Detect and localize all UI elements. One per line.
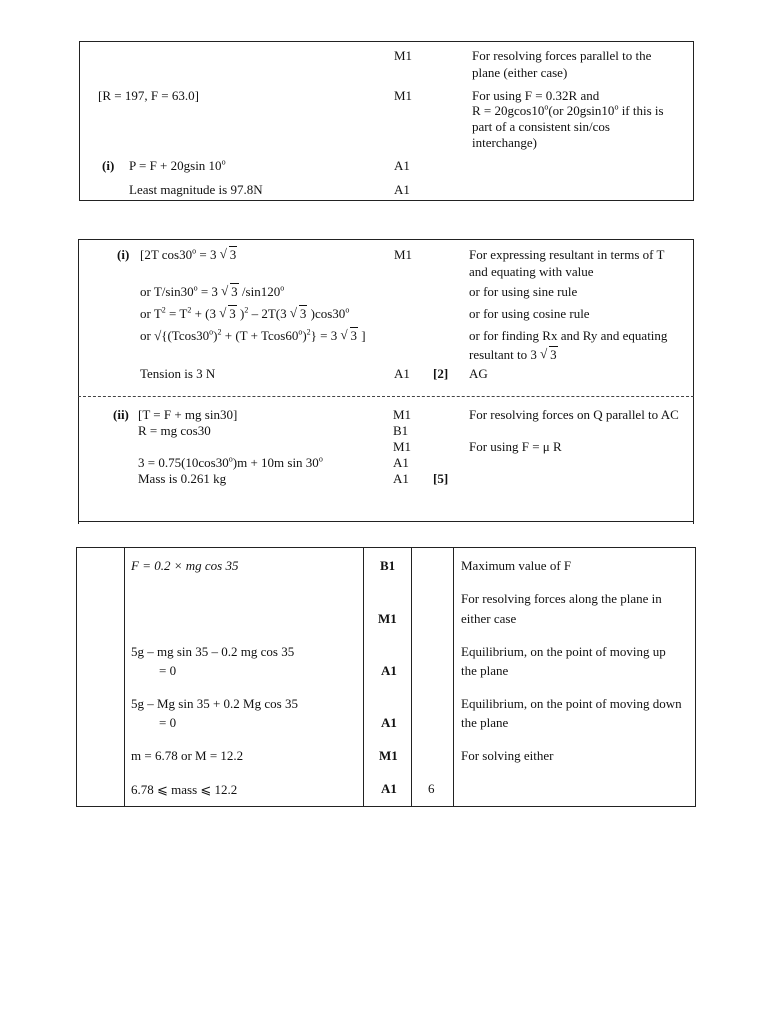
part-divider — [78, 396, 694, 397]
mark-code: M1 — [394, 247, 413, 262]
question-total: 6 — [428, 781, 435, 796]
mark-code: M1 — [393, 439, 412, 454]
comment-line: For expressing resultant in terms of T — [469, 247, 665, 262]
comment-line: AG — [469, 366, 488, 381]
working-line: or $T^2 = T^2 + (3$ √ 3 )$^2$ – 2T(3 √ 3 )cos30$^o$ — [140, 304, 349, 323]
comment-line: For resolving forces parallel to the — [472, 48, 652, 63]
part-total: [2] — [433, 366, 449, 381]
mark-code: A1 — [394, 158, 410, 173]
working-line: Tension is 3 N — [140, 366, 216, 381]
table-border — [78, 521, 694, 522]
comment-line: part of a consistent sin/cos — [472, 119, 610, 134]
mark-code: M1 — [378, 611, 397, 626]
comment-line: the plane — [461, 663, 509, 678]
comment-line: For resolving forces on Q parallel to AC — [469, 407, 679, 422]
working-line: 5g – mg sin 35 – 0.2 mg cos 35 — [131, 644, 295, 659]
comment-line: the plane — [461, 715, 509, 730]
mark-code: M1 — [394, 88, 413, 103]
working-line: [2T $\cos 30^o = 3$ √ 3 — [140, 245, 237, 264]
working-line: R = mg cos30 — [138, 423, 211, 438]
working-line: [R = 197, F = 63.0] — [98, 88, 199, 103]
working-line: 6.78 ⩽ mass ⩽ 12.2 — [131, 782, 238, 797]
comment-line: For solving either — [461, 748, 554, 763]
working-line: m = 6.78 or M = 12.2 — [131, 748, 244, 763]
mark-code: M1 — [379, 748, 398, 763]
comment-line: or for using cosine rule — [469, 306, 590, 321]
working-line: = 0 — [159, 715, 177, 730]
working-line: Least magnitude is 97.8N — [129, 182, 263, 197]
working-line: or $√\{(Tcos30^o)^2 + (T + Tcos60^o)^2\} = 3$ √ 3 ] — [140, 326, 366, 345]
comment-line: or for using sine rule — [469, 284, 578, 299]
table-border — [693, 239, 694, 524]
table-border — [78, 239, 694, 240]
mark-code: A1 — [381, 781, 397, 796]
column-divider — [124, 547, 125, 806]
working-line: $3 = 0.75(10\cos 30^o)m + 10m$ sin 30$^o$ — [138, 454, 323, 470]
comment-line: resultant to 3 √ 3 — [469, 345, 558, 364]
mark-code: A1 — [393, 455, 409, 470]
working-line: 5g – Mg sin 35 + 0.2 Mg cos 35 — [131, 696, 298, 711]
comment-line: and equating with value — [469, 264, 594, 279]
comment-line: Maximum value of F — [461, 558, 572, 573]
working-line: [T = F + mg sin30] — [138, 407, 238, 422]
mark-code: B1 — [393, 423, 409, 438]
comment-line: either case — [461, 611, 517, 626]
mark-code: B1 — [380, 558, 396, 573]
working-line: P = F + 20gsin 10$^o$ — [129, 157, 226, 173]
mark-code: M1 — [393, 407, 412, 422]
column-divider — [453, 547, 454, 806]
comment-line: $R = 20gcos10^o(or$ 20gsin10$^o$ if this is — [472, 102, 664, 118]
part-label: (i) — [117, 247, 130, 262]
part-label: (i) — [102, 158, 115, 173]
mark-code: A1 — [394, 366, 410, 381]
comment-line: plane (either case) — [472, 65, 568, 80]
mark-code: A1 — [381, 663, 397, 678]
part-total: [5] — [433, 471, 449, 486]
comment-line: Equilibrium, on the point of moving down — [461, 696, 682, 711]
column-divider — [363, 547, 364, 806]
part-label: (ii) — [113, 407, 129, 422]
working-line: Mass is 0.261 kg — [138, 471, 227, 486]
working-line: F = 0.2 × mg cos 35 — [131, 558, 239, 573]
column-divider — [411, 547, 412, 806]
working-line: or $T/\sin 30^o = 3$ √ 3 /sin120$^o$ — [140, 282, 284, 301]
comment-line: For resolving forces along the plane in — [461, 591, 662, 606]
comment-line: For using F = 0.32R and — [472, 88, 600, 103]
table-border — [78, 239, 79, 524]
mark-code: A1 — [393, 471, 409, 486]
mark-code: A1 — [381, 715, 397, 730]
comment-line: or for finding Rx and Ry and equating — [469, 328, 668, 343]
comment-line: interchange) — [472, 135, 537, 150]
comment-line: Equilibrium, on the point of moving up — [461, 644, 666, 659]
working-line: = 0 — [159, 663, 177, 678]
mark-code: M1 — [394, 48, 413, 63]
comment-line: For using F = μ R — [469, 439, 562, 454]
mark-code: A1 — [394, 182, 410, 197]
